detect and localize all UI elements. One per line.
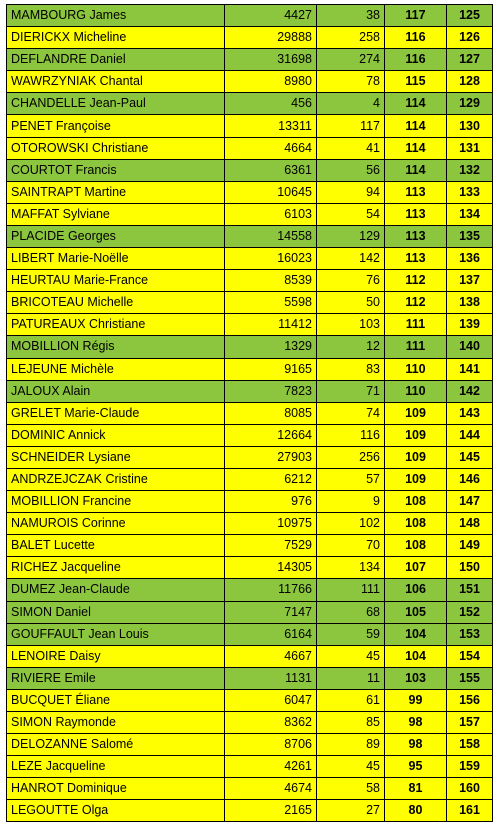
points-cell: 27903 (225, 446, 317, 468)
player-name-cell: DUMEZ Jean-Claude (7, 579, 225, 601)
player-name-cell: BUCQUET Éliane (7, 689, 225, 711)
score-cell: 113 (385, 181, 447, 203)
position-cell: 152 (447, 601, 493, 623)
count-cell: 85 (317, 712, 385, 734)
score-cell: 112 (385, 270, 447, 292)
points-cell: 6164 (225, 623, 317, 645)
count-cell: 12 (317, 336, 385, 358)
points-cell: 31698 (225, 49, 317, 71)
table-row (7, 513, 493, 535)
player-name-cell: COURTOT Francis (7, 159, 225, 181)
score-cell: 114 (385, 115, 447, 137)
points-cell: 29888 (225, 27, 317, 49)
count-cell: 70 (317, 535, 385, 557)
count-cell: 71 (317, 380, 385, 402)
table-row (7, 712, 493, 734)
score-cell: 103 (385, 667, 447, 689)
points-cell: 4427 (225, 5, 317, 27)
count-cell: 83 (317, 358, 385, 380)
table-row (7, 557, 493, 579)
count-cell: 59 (317, 623, 385, 645)
score-cell: 114 (385, 93, 447, 115)
table-row (7, 446, 493, 468)
score-cell: 111 (385, 336, 447, 358)
points-cell: 12664 (225, 424, 317, 446)
table-row (7, 756, 493, 778)
player-name-cell: RICHEZ Jacqueline (7, 557, 225, 579)
position-cell: 160 (447, 778, 493, 800)
points-cell: 6212 (225, 468, 317, 490)
table-row (7, 137, 493, 159)
table-row (7, 203, 493, 225)
count-cell: 258 (317, 27, 385, 49)
points-cell: 4674 (225, 778, 317, 800)
points-cell: 8362 (225, 712, 317, 734)
points-cell: 13311 (225, 115, 317, 137)
points-cell: 6361 (225, 159, 317, 181)
score-cell: 104 (385, 623, 447, 645)
player-name-cell: DOMINIC Annick (7, 424, 225, 446)
points-cell: 4667 (225, 645, 317, 667)
position-cell: 134 (447, 203, 493, 225)
score-cell: 98 (385, 734, 447, 756)
count-cell: 74 (317, 402, 385, 424)
position-cell: 153 (447, 623, 493, 645)
points-cell: 16023 (225, 248, 317, 270)
player-name-cell: GOUFFAULT Jean Louis (7, 623, 225, 645)
table-row (7, 5, 493, 27)
table-row (7, 468, 493, 490)
position-cell: 155 (447, 667, 493, 689)
count-cell: 57 (317, 468, 385, 490)
points-cell: 976 (225, 491, 317, 513)
score-cell: 109 (385, 468, 447, 490)
table-row (7, 115, 493, 137)
points-cell: 11412 (225, 314, 317, 336)
points-cell: 14305 (225, 557, 317, 579)
score-cell: 109 (385, 402, 447, 424)
table-row (7, 601, 493, 623)
table-row (7, 734, 493, 756)
count-cell: 103 (317, 314, 385, 336)
table-row (7, 358, 493, 380)
player-name-cell: PLACIDE Georges (7, 225, 225, 247)
player-name-cell: PATUREAUX Christiane (7, 314, 225, 336)
score-cell: 105 (385, 601, 447, 623)
position-cell: 142 (447, 380, 493, 402)
table-row (7, 93, 493, 115)
player-name-cell: ANDRZEJCZAK Cristine (7, 468, 225, 490)
player-name-cell: DEFLANDRE Daniel (7, 49, 225, 71)
player-name-cell: SIMON Daniel (7, 601, 225, 623)
player-name-cell: LEJEUNE Michèle (7, 358, 225, 380)
position-cell: 139 (447, 314, 493, 336)
score-cell: 115 (385, 71, 447, 93)
count-cell: 38 (317, 5, 385, 27)
table-row (7, 336, 493, 358)
points-cell: 14558 (225, 225, 317, 247)
position-cell: 140 (447, 336, 493, 358)
table-row (7, 27, 493, 49)
count-cell: 256 (317, 446, 385, 468)
score-cell: 116 (385, 27, 447, 49)
table-row (7, 380, 493, 402)
position-cell: 129 (447, 93, 493, 115)
position-cell: 132 (447, 159, 493, 181)
points-cell: 4664 (225, 137, 317, 159)
count-cell: 4 (317, 93, 385, 115)
count-cell: 89 (317, 734, 385, 756)
score-cell: 81 (385, 778, 447, 800)
score-cell: 104 (385, 645, 447, 667)
points-cell: 1329 (225, 336, 317, 358)
player-name-cell: MAFFAT Sylviane (7, 203, 225, 225)
points-cell: 8539 (225, 270, 317, 292)
score-cell: 110 (385, 380, 447, 402)
score-cell: 110 (385, 358, 447, 380)
points-cell: 5598 (225, 292, 317, 314)
count-cell: 58 (317, 778, 385, 800)
score-cell: 112 (385, 292, 447, 314)
position-cell: 131 (447, 137, 493, 159)
count-cell: 9 (317, 491, 385, 513)
table-row (7, 424, 493, 446)
count-cell: 54 (317, 203, 385, 225)
position-cell: 128 (447, 71, 493, 93)
points-cell: 6047 (225, 689, 317, 711)
position-cell: 156 (447, 689, 493, 711)
player-name-cell: NAMUROIS Corinne (7, 513, 225, 535)
table-row (7, 535, 493, 557)
player-name-cell: SIMON Raymonde (7, 712, 225, 734)
table-row (7, 248, 493, 270)
count-cell: 61 (317, 689, 385, 711)
player-name-cell: HANROT Dominique (7, 778, 225, 800)
count-cell: 76 (317, 270, 385, 292)
player-name-cell: BRICOTEAU Michelle (7, 292, 225, 314)
table-row (7, 491, 493, 513)
count-cell: 45 (317, 645, 385, 667)
position-cell: 137 (447, 270, 493, 292)
position-cell: 144 (447, 424, 493, 446)
points-cell: 10645 (225, 181, 317, 203)
table-row (7, 402, 493, 424)
position-cell: 154 (447, 645, 493, 667)
position-cell: 133 (447, 181, 493, 203)
position-cell: 141 (447, 358, 493, 380)
position-cell: 150 (447, 557, 493, 579)
points-cell: 8980 (225, 71, 317, 93)
player-name-cell: MAMBOURG James (7, 5, 225, 27)
player-name-cell: HEURTAU Marie-France (7, 270, 225, 292)
player-name-cell: MOBILLION Régis (7, 336, 225, 358)
position-cell: 161 (447, 800, 493, 822)
count-cell: 142 (317, 248, 385, 270)
table-row (7, 159, 493, 181)
position-cell: 125 (447, 5, 493, 27)
position-cell: 135 (447, 225, 493, 247)
points-cell: 11766 (225, 579, 317, 601)
player-name-cell: PENET Françoise (7, 115, 225, 137)
ranking-sheet (6, 4, 492, 822)
table-row (7, 270, 493, 292)
count-cell: 27 (317, 800, 385, 822)
points-cell: 4261 (225, 756, 317, 778)
player-name-cell: DIERICKX Micheline (7, 27, 225, 49)
points-cell: 7529 (225, 535, 317, 557)
position-cell: 147 (447, 491, 493, 513)
score-cell: 108 (385, 513, 447, 535)
score-cell: 114 (385, 159, 447, 181)
points-cell: 1131 (225, 667, 317, 689)
count-cell: 41 (317, 137, 385, 159)
player-name-cell: OTOROWSKI Christiane (7, 137, 225, 159)
score-cell: 111 (385, 314, 447, 336)
count-cell: 111 (317, 579, 385, 601)
count-cell: 102 (317, 513, 385, 535)
table-row (7, 579, 493, 601)
player-name-cell: LEGOUTTE Olga (7, 800, 225, 822)
ranking-table-body (7, 5, 493, 822)
score-cell: 109 (385, 446, 447, 468)
count-cell: 134 (317, 557, 385, 579)
points-cell: 7147 (225, 601, 317, 623)
position-cell: 145 (447, 446, 493, 468)
position-cell: 159 (447, 756, 493, 778)
position-cell: 149 (447, 535, 493, 557)
position-cell: 127 (447, 49, 493, 71)
score-cell: 117 (385, 5, 447, 27)
count-cell: 94 (317, 181, 385, 203)
points-cell: 8085 (225, 402, 317, 424)
player-name-cell: LENOIRE Daisy (7, 645, 225, 667)
table-row (7, 623, 493, 645)
score-cell: 80 (385, 800, 447, 822)
points-cell: 6103 (225, 203, 317, 225)
table-row (7, 645, 493, 667)
player-name-cell: WAWRZYNIAK Chantal (7, 71, 225, 93)
position-cell: 157 (447, 712, 493, 734)
table-row (7, 49, 493, 71)
table-row (7, 689, 493, 711)
score-cell: 113 (385, 248, 447, 270)
position-cell: 126 (447, 27, 493, 49)
points-cell: 8706 (225, 734, 317, 756)
position-cell: 138 (447, 292, 493, 314)
points-cell: 456 (225, 93, 317, 115)
count-cell: 56 (317, 159, 385, 181)
score-cell: 98 (385, 712, 447, 734)
table-row (7, 667, 493, 689)
position-cell: 151 (447, 579, 493, 601)
score-cell: 107 (385, 557, 447, 579)
table-row (7, 800, 493, 822)
points-cell: 9165 (225, 358, 317, 380)
points-cell: 2165 (225, 800, 317, 822)
player-name-cell: JALOUX Alain (7, 380, 225, 402)
count-cell: 45 (317, 756, 385, 778)
score-cell: 113 (385, 203, 447, 225)
score-cell: 109 (385, 424, 447, 446)
score-cell: 99 (385, 689, 447, 711)
player-name-cell: DELOZANNE Salomé (7, 734, 225, 756)
score-cell: 114 (385, 137, 447, 159)
player-name-cell: SAINTRAPT Martine (7, 181, 225, 203)
table-row (7, 71, 493, 93)
score-cell: 113 (385, 225, 447, 247)
count-cell: 50 (317, 292, 385, 314)
table-row (7, 778, 493, 800)
position-cell: 143 (447, 402, 493, 424)
position-cell: 158 (447, 734, 493, 756)
score-cell: 108 (385, 491, 447, 513)
score-cell: 95 (385, 756, 447, 778)
count-cell: 68 (317, 601, 385, 623)
player-name-cell: LEZE Jacqueline (7, 756, 225, 778)
position-cell: 136 (447, 248, 493, 270)
table-row (7, 314, 493, 336)
player-name-cell: RIVIERE Emile (7, 667, 225, 689)
player-name-cell: GRELET Marie-Claude (7, 402, 225, 424)
table-row (7, 225, 493, 247)
score-cell: 116 (385, 49, 447, 71)
player-name-cell: SCHNEIDER Lysiane (7, 446, 225, 468)
count-cell: 11 (317, 667, 385, 689)
player-name-cell: MOBILLION Francine (7, 491, 225, 513)
position-cell: 130 (447, 115, 493, 137)
score-cell: 106 (385, 579, 447, 601)
points-cell: 7823 (225, 380, 317, 402)
count-cell: 117 (317, 115, 385, 137)
player-name-cell: LIBERT Marie-Noëlle (7, 248, 225, 270)
ranking-table (6, 4, 493, 822)
table-row (7, 181, 493, 203)
player-name-cell: CHANDELLE Jean-Paul (7, 93, 225, 115)
count-cell: 116 (317, 424, 385, 446)
count-cell: 78 (317, 71, 385, 93)
score-cell: 108 (385, 535, 447, 557)
count-cell: 274 (317, 49, 385, 71)
position-cell: 146 (447, 468, 493, 490)
count-cell: 129 (317, 225, 385, 247)
player-name-cell: BALET Lucette (7, 535, 225, 557)
position-cell: 148 (447, 513, 493, 535)
table-row (7, 292, 493, 314)
points-cell: 10975 (225, 513, 317, 535)
